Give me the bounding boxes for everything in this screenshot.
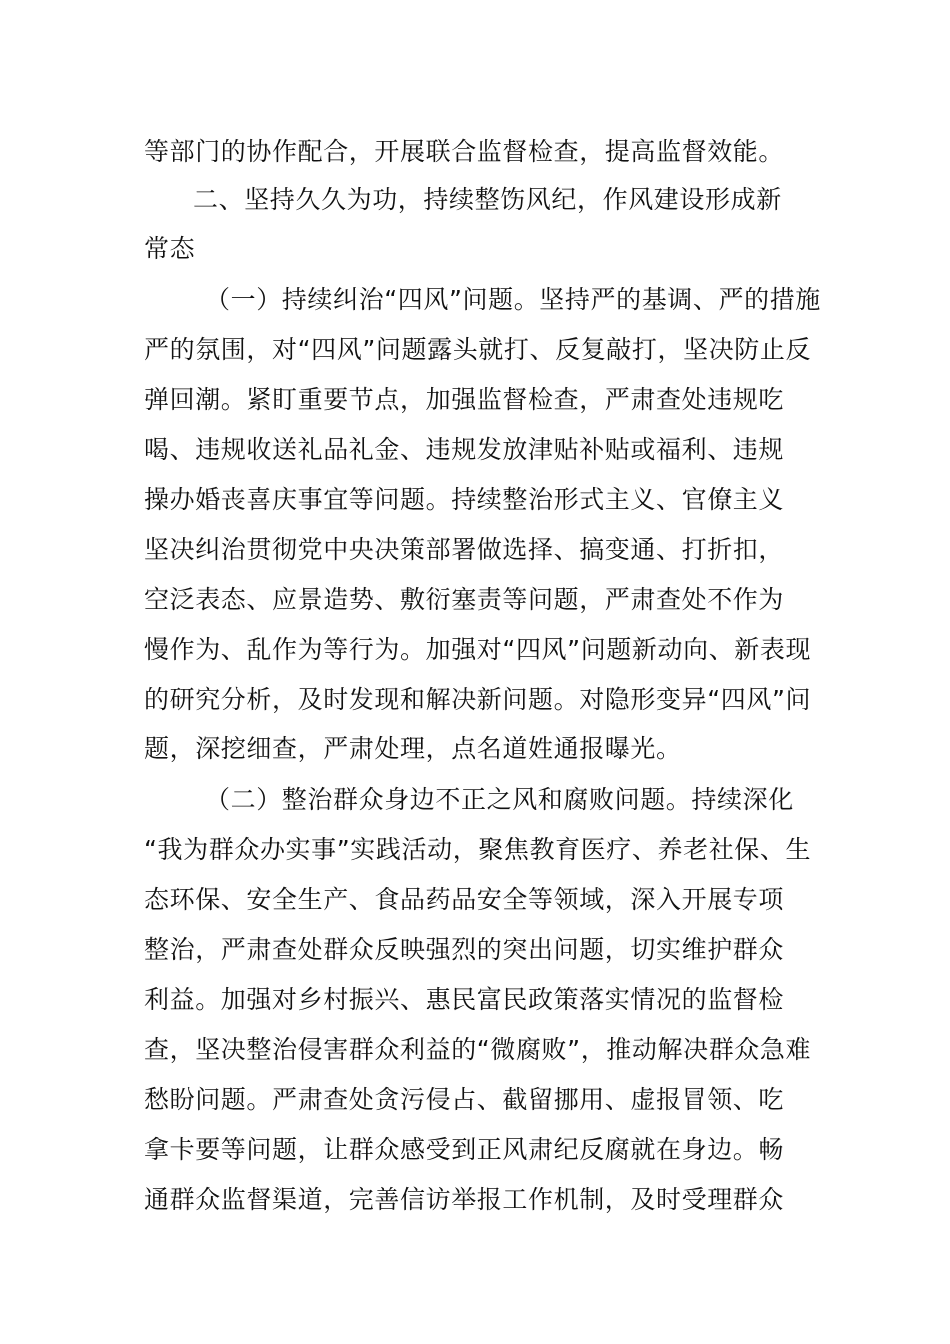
text-line: 空泛表态、应景造势、敷衍塞责等问题，严肃查处不作为 bbox=[144, 585, 785, 614]
text-line: 题，深挖细查，严肃处理，点名道姓通报曝光。 bbox=[144, 734, 682, 763]
text-line: 的研究分析，及时发现和解决新问题。对隐形变异“四风”问 bbox=[144, 685, 812, 714]
text-line: 整治，严肃查处群众反映强烈的突出问题，切实维护群众 bbox=[144, 935, 785, 964]
text-line: “我为群众办实事”实践活动，聚焦教育医疗、养老社保、生 bbox=[144, 835, 812, 864]
text-line: 等部门的协作配合，开展联合监督检查，提高监督效能。 bbox=[144, 137, 785, 166]
text-line: 拿卡要等问题，让群众感受到正风肃纪反腐就在身边。畅 bbox=[144, 1135, 785, 1164]
text-line: 严的氛围，对“四风”问题露头就打、反复敲打，坚决防止反 bbox=[144, 335, 812, 364]
text-line: 弹回潮。紧盯重要节点，加强监督检查，严肃查处违规吃 bbox=[144, 385, 785, 414]
text-line: 坚决纠治贯彻党中央决策部署做选择、搞变通、打折扣， bbox=[144, 535, 785, 564]
text-line: 愁盼问题。严肃查处贪污侵占、截留挪用、虚报冒领、吃 bbox=[144, 1085, 785, 1114]
subsection-line: （二）整治群众身边不正之风和腐败问题。持续深化 bbox=[205, 785, 794, 814]
text-line: 通群众监督渠道，完善信访举报工作机制，及时受理群众 bbox=[144, 1185, 785, 1214]
section-heading: 二、坚持久久为功，持续整饬风纪，作风建设形成新 bbox=[193, 185, 782, 214]
text-line: 操办婚丧喜庆事宜等问题。持续整治形式主义、官僚主义 bbox=[144, 485, 785, 514]
text-line: 喝、违规收送礼品礼金、违规发放津贴补贴或福利、违规 bbox=[144, 435, 785, 464]
text-line: 查，坚决整治侵害群众利益的“微腐败”，推动解决群众急难 bbox=[144, 1035, 812, 1064]
text-line: 慢作为、乱作为等行为。加强对“四风”问题新动向、新表现 bbox=[144, 635, 812, 664]
text-line: 利益。加强对乡村振兴、惠民富民政策落实情况的监督检 bbox=[144, 985, 785, 1014]
section-heading-continued: 常态 bbox=[144, 234, 196, 263]
subsection-line: （一）持续纠治“四风”问题。坚持严的基调、严的措施 bbox=[205, 285, 821, 314]
text-line: 态环保、安全生产、食品药品安全等领域，深入开展专项 bbox=[144, 885, 785, 914]
